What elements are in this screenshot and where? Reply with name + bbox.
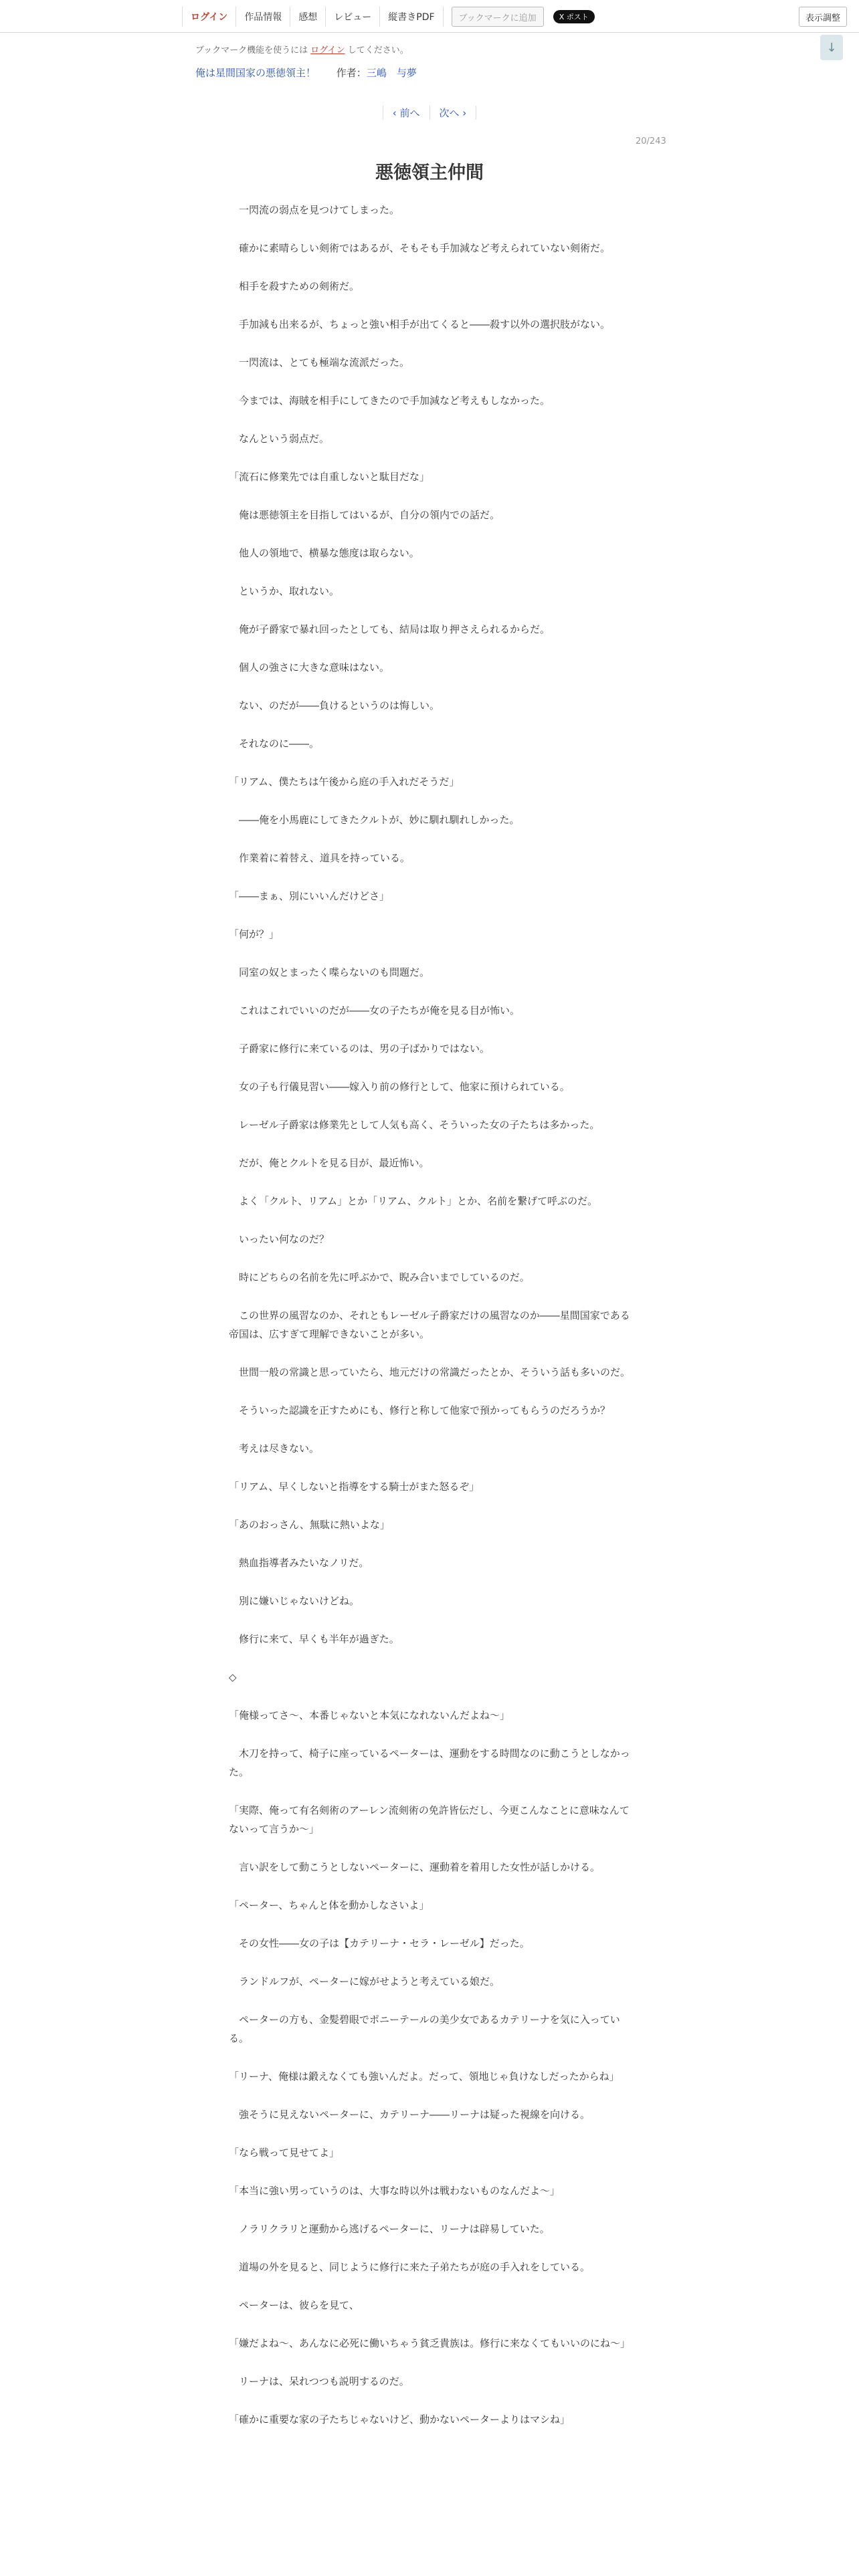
paragraph: その女性――女の子は【カテリーナ・セラ・レーゼル】だった。 (229, 1937, 530, 1949)
notice-text: ブックマーク機能を使うには (195, 45, 308, 56)
paragraph: 「本当に強い男っていうのは、大事な時以外は戦わないものなんだよ～」 (229, 2185, 561, 2197)
x-post-button[interactable]: X ポスト (553, 10, 595, 23)
paragraph: そういった認識を正すためにも、修行と称して他家で預かってもらうのだろうか？ (229, 1404, 611, 1416)
main-nav (182, 7, 595, 27)
paragraph: 強そうに見えないペーターに、カテリーナ――リーナは疑った視線を向ける。 (229, 2109, 591, 2121)
work-title-link[interactable]: 俺は星間国家の悪徳領主！ (195, 67, 316, 79)
paragraph: なんという弱点だ。 (229, 433, 330, 445)
nav-reviews[interactable]: レビュー (326, 7, 380, 27)
paragraph: ランドルフが、ペーターに嫁がせようと考えている娘だ。 (229, 1975, 500, 1988)
author-link[interactable]: 三嶋 与夢 (366, 67, 417, 79)
nav-work-info[interactable]: 作品情報 (236, 7, 290, 27)
author-label: 作者： (336, 67, 367, 79)
paragraph: 考えは尽きない。 (229, 1442, 320, 1455)
paragraph: 今までは、海賊を相手にしてきたので手加減など考えもしなかった。 (229, 395, 551, 407)
paragraph: 「あのおっさん、無駄に熱いよな」 (229, 1519, 390, 1531)
paragraph: 「嫌だよね～、あんなに必死に働いちゃう貧乏貴族は。修行に来なくてもいいのにね～」 (229, 2337, 631, 2349)
top-navigation-bar (0, 0, 859, 33)
paragraph: 木刀を持って、椅子に座っているペーターは、運動をする時間なのに動こうとしなかった。 (229, 1747, 630, 1778)
paragraph: 「俺様ってさ～、本番じゃないと本気になれないんだよね～」 (229, 1709, 510, 1721)
paragraph: 時にどちらの名前を先に呼ぶかで、睨み合いまでしているのだ。 (229, 1271, 530, 1283)
paragraph: だが、俺とクルトを見る目が、最近怖い。 (229, 1157, 430, 1169)
notice-text-end: してください。 (347, 45, 409, 56)
paragraph: これはこれでいいのだが――女の子たちが俺を見る目が怖い。 (229, 1004, 520, 1016)
chapter-progress: 20/243 (636, 136, 666, 146)
paragraph: というか、取れない。 (229, 585, 340, 597)
next-page-link[interactable]: 次へ › (430, 106, 477, 120)
pager (0, 106, 859, 120)
display-settings-button[interactable]: 表示調整 (799, 7, 847, 27)
paragraph: 俺は悪徳領主を目指してはいるが、自分の領内での話だ。 (229, 509, 500, 521)
paragraph: 一閃流の弱点を見つけてしまった。 (229, 204, 400, 216)
paragraph: ――俺を小馬鹿にしてきたクルトが、妙に馴れ馴れしかった。 (229, 814, 520, 826)
login-notice (195, 43, 409, 56)
paragraph: いったい何なのだ？ (229, 1233, 330, 1245)
down-arrow-icon[interactable]: ↓ (820, 35, 843, 60)
paragraph: 「流石に修業先では自重しないと駄目だな」 (229, 471, 430, 483)
nav-impressions[interactable]: 感想 (290, 7, 326, 27)
paragraph: ペーターは、彼らを見て、 (229, 2299, 359, 2311)
paragraph: レーゼル子爵家は修業先として人気も高く、そういった女の子たちは多かった。 (229, 1119, 600, 1131)
notice-login-link[interactable]: ログイン (310, 45, 345, 56)
paragraph: 他人の領地で、横暴な態度は取らない。 (229, 547, 419, 559)
paragraph: 手加減も出来るが、ちょっと強い相手が出てくると――殺す以外の選択肢がない。 (229, 318, 611, 330)
paragraph: 「何が？」 (229, 928, 280, 940)
paragraph: ◇ (229, 1671, 237, 1683)
chapter-title: 悪徳領主仲間 (375, 163, 484, 183)
paragraph: この世界の風習なのか、それともレーゼル子爵家だけの風習なのか――星間国家である帝国は、広すぎて理解できないことが多い。 (229, 1309, 630, 1340)
paragraph: 確かに素晴らしい剣術ではあるが、そもそも手加減など考えられていない剣術だ。 (229, 242, 611, 254)
paragraph: よく「クルト、リアム」とか「リアム、クルト」とか、名前を繋げて呼ぶのだ。 (229, 1195, 598, 1207)
paragraph: 「リアム、早くしないと指導をする騎士がまた怒るぞ」 (229, 1481, 480, 1493)
paragraph: 「実際、俺って有名剣術のアーレン流剣術の免許皆伝だし、今更こんなことに意味なんてないって言うか～」 (229, 1804, 630, 1835)
paragraph: 同室の奴とまったく喋らないのも問題だ。 (229, 966, 430, 978)
paragraph: 俺が子爵家で暴れ回ったとしても、結局は取り押さえられるからだ。 (229, 623, 551, 635)
paragraph: 作業着に着替え、道具を持っている。 (229, 852, 410, 864)
paragraph: ペーターの方も、金髪碧眼でポニーテールの美少女であるカテリーナを気に入っている。 (229, 2014, 620, 2044)
paragraph: 個人の強さに大きな意味はない。 (229, 661, 390, 673)
chapter-body (229, 201, 630, 2448)
paragraph: 「リーナ、俺様は鍛えなくても強いんだよ。だって、領地じゃ負けなしだったからね」 (229, 2070, 619, 2082)
paragraph: 修行に来て、早くも半年が過ぎた。 (229, 1633, 399, 1645)
paragraph: 子爵家に修行に来ているのは、男の子ばかりではない。 (229, 1043, 490, 1055)
paragraph: 「ペーター、ちゃんと体を動かしなさいよ」 (229, 1899, 430, 1911)
paragraph: 「――まぁ、別にいいんだけどさ」 (229, 890, 390, 902)
paragraph: 熱血指導者みたいなノリだ。 (229, 1557, 369, 1569)
paragraph: リーナは、呆れつつも説明するのだ。 (229, 2375, 409, 2387)
paragraph: 別に嫌いじゃないけどね。 (229, 1595, 360, 1607)
prev-page-link[interactable]: ‹ 前へ (383, 106, 430, 120)
nav-vertical-pdf[interactable]: 縦書きPDF (380, 7, 443, 27)
paragraph: 世間一般の常識と思っていたら、地元だけの常識だったとか、そういう話も多いのだ。 (229, 1366, 631, 1378)
paragraph: 「確かに重要な家の子たちじゃないけど、動かないペーターよりはマシね」 (229, 2413, 571, 2426)
paragraph: 道場の外を見ると、同じように修行に来た子弟たちが庭の手入れをしている。 (229, 2261, 591, 2273)
paragraph: 女の子も行儀見習い――嫁入り前の修行として、他家に預けられている。 (229, 1081, 570, 1093)
paragraph: それなのに――。 (229, 738, 320, 750)
paragraph: 「なら戦って見せてよ」 (229, 2147, 340, 2159)
work-info-line (195, 66, 417, 80)
paragraph: 一閃流は、とても極端な流派だった。 (229, 356, 410, 368)
paragraph: 「リアム、僕たちは午後から庭の手入れだそうだ」 (229, 776, 460, 788)
paragraph: ない、のだが――負けるというのは悔しい。 (229, 700, 440, 712)
paragraph: 言い訳をして動こうとしないペーターに、運動着を着用した女性が話しかける。 (229, 1861, 601, 1873)
paragraph: ノラリクラリと運動から逃げるペーターに、リーナは辟易していた。 (229, 2223, 550, 2235)
paragraph: 相手を殺すための剣術だ。 (229, 280, 360, 292)
nav-login[interactable]: ログイン (183, 7, 236, 27)
add-bookmark-button[interactable]: ブックマークに追加 (452, 7, 544, 27)
